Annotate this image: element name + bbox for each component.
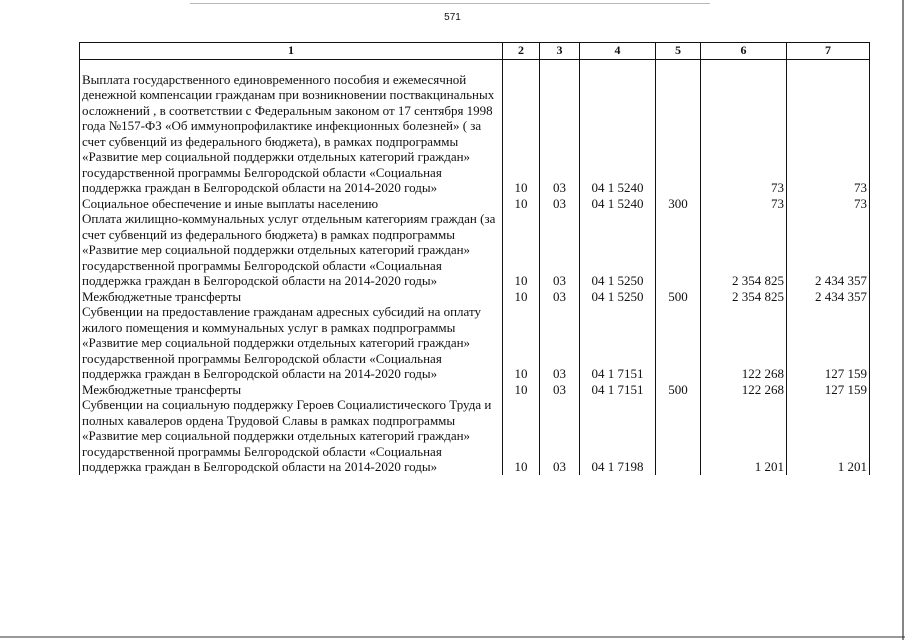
budget-table (79, 42, 870, 475)
row-value-col6: 1 201 (701, 397, 787, 475)
row-section: 10 (503, 397, 540, 475)
header-col-2: 2 (503, 43, 540, 60)
row-subsection: 03 (540, 304, 580, 382)
row-subsection: 03 (540, 397, 580, 475)
row-name: Субвенции на социальную поддержку Героев Социалистического Труда и полных кавалеров ордена Трудовой Славы в рамках подпрограммы «Развитие мер социальной поддержки отдельных категорий граждан» государственной программы Белгородской области «Социальная поддержка граждан в Белгородской области на 2014-2020 годы» (80, 397, 503, 475)
row-target-code: 04 1 5240 (580, 196, 656, 212)
row-value-col6: 122 268 (701, 304, 787, 382)
row-section: 10 (503, 72, 540, 196)
row-name: Выплата государственного единовременного пособия и ежемесячной денежной компенсации гражданам при возникновении поствакцинальных осложнений , в соответствии с Федеральным законом от 17 сентября 1998 года №157-ФЗ «Об иммунопрофилактике инфекционных болезней» ( за счет субвенций из федерального бюджета), в рамках подпрограммы «Развитие мер социальной поддержки отдельных категорий граждан» государственной программы Белгородской области «Социальная поддержка граждан в Белгородской области на 2014-2020 годы» (80, 72, 503, 196)
header-col-4: 4 (580, 43, 656, 60)
scan-right-edge (902, 0, 904, 640)
row-value-col6: 2 354 825 (701, 211, 787, 289)
row-value-col7: 127 159 (787, 382, 870, 398)
row-name: Межбюджетные трансферты (80, 289, 503, 305)
row-value-col7: 73 (787, 196, 870, 212)
row-target-code: 04 1 5250 (580, 289, 656, 305)
header-col-3: 3 (540, 43, 580, 60)
row-target-code: 04 1 7198 (580, 397, 656, 475)
row-expense-type: 500 (656, 382, 701, 398)
row-target-code: 04 1 7151 (580, 382, 656, 398)
row-section: 10 (503, 211, 540, 289)
row-name: Субвенции на предоставление гражданам адресных субсидий на оплату жилого помещения и коммунальных услуг в рамках подпрограммы «Развитие мер социальной поддержки отдельных категорий граждан» государственной программы Белгородской области «Социальная поддержка граждан в Белгородской области на 2014-2020 годы» (80, 304, 503, 382)
row-subsection: 03 (540, 196, 580, 212)
row-expense-type (656, 72, 701, 196)
row-value-col7: 1 201 (787, 397, 870, 475)
row-section: 10 (503, 304, 540, 382)
row-value-col6: 73 (701, 72, 787, 196)
header-col-7: 7 (787, 43, 870, 60)
header-row (80, 43, 870, 60)
row-expense-type (656, 211, 701, 289)
row-value-col7: 73 (787, 72, 870, 196)
row-expense-type (656, 397, 701, 475)
table-row (80, 304, 870, 382)
row-name: Социальное обеспечение и иные выплаты населению (80, 196, 503, 212)
row-section: 10 (503, 382, 540, 398)
row-name: Оплата жилищно-коммунальных услуг отдельным категориям граждан (за счет субвенций из федерального бюджета) в рамках подпрограммы «Развитие мер социальной поддержки отдельных категорий граждан» государственной программы Белгородской области «Социальная поддержка граждан в Белгородской области на 2014-2020 годы» (80, 211, 503, 289)
row-value-col7: 2 434 357 (787, 289, 870, 305)
table-row (80, 289, 870, 305)
header-col-5: 5 (656, 43, 701, 60)
row-subsection: 03 (540, 211, 580, 289)
table-row (80, 211, 870, 289)
table-header (80, 43, 870, 60)
page-number: 571 (444, 12, 461, 23)
row-value-col6: 122 268 (701, 382, 787, 398)
row-section: 10 (503, 289, 540, 305)
table-body (80, 59, 870, 475)
row-target-code: 04 1 5240 (580, 72, 656, 196)
scan-bottom-edge (0, 636, 905, 638)
row-section: 10 (503, 196, 540, 212)
table-row (80, 397, 870, 475)
row-value-col6: 73 (701, 196, 787, 212)
row-value-col7: 2 434 357 (787, 211, 870, 289)
row-value-col7: 127 159 (787, 304, 870, 382)
row-subsection: 03 (540, 382, 580, 398)
row-name: Межбюджетные трансферты (80, 382, 503, 398)
row-expense-type (656, 304, 701, 382)
row-subsection: 03 (540, 72, 580, 196)
header-col-6: 6 (701, 43, 787, 60)
table-row (80, 196, 870, 212)
scan-top-edge (190, 3, 710, 4)
row-target-code: 04 1 7151 (580, 304, 656, 382)
row-subsection: 03 (540, 289, 580, 305)
row-value-col6: 2 354 825 (701, 289, 787, 305)
row-expense-type: 500 (656, 289, 701, 305)
table-row (80, 72, 870, 196)
row-expense-type: 300 (656, 196, 701, 212)
header-col-1: 1 (80, 43, 503, 60)
row-target-code: 04 1 5250 (580, 211, 656, 289)
spacer-row (80, 59, 870, 72)
table-row (80, 382, 870, 398)
